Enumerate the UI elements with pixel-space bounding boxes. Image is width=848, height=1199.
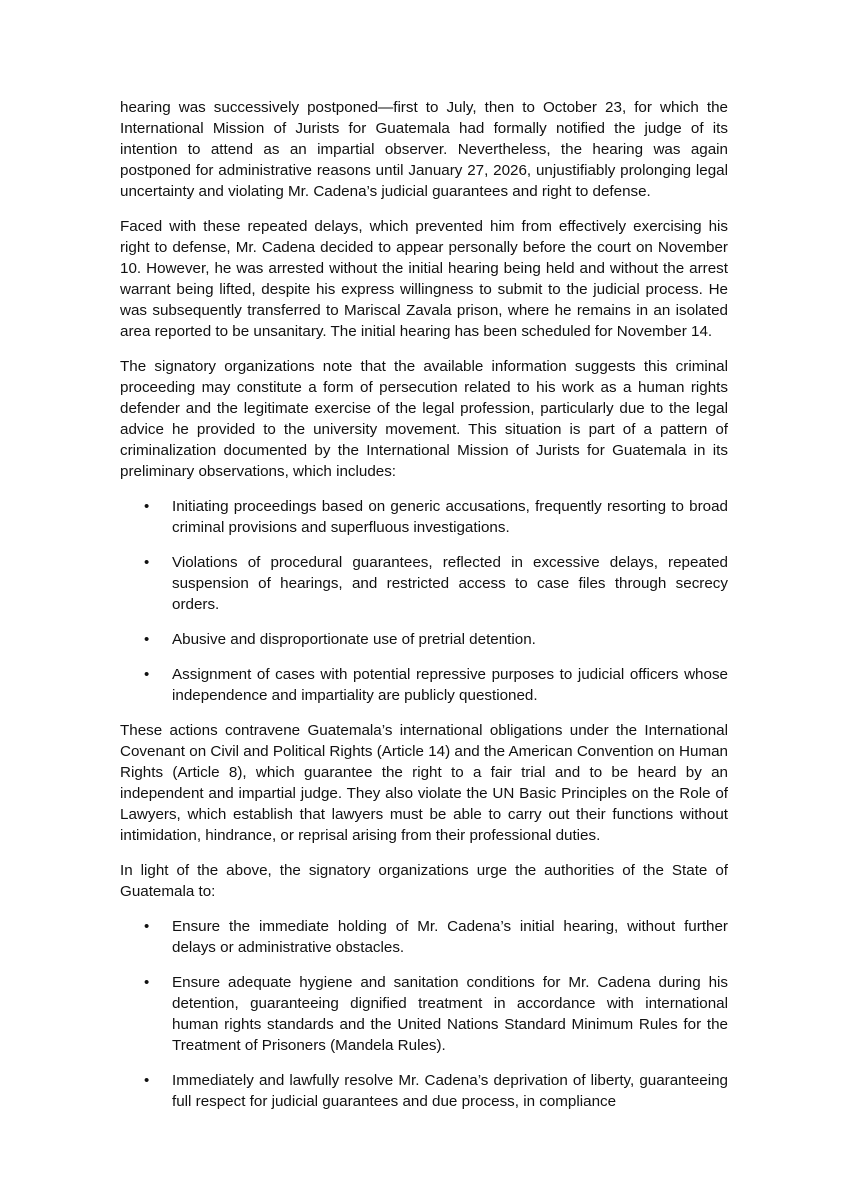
paragraph-international-obligations: These actions contravene Guatemala’s international obligations under the International Covenant on Civil and Political Rights (Article 14) and the American Convention on Human Rights (Article 8), which guarantee the right to a fair trial and to be heard by an independent and impartial judge. They also violate the UN Basic Principles on the Role of Lawyers, which establish that lawyers must be able to carry out their functions without intimidation, hindrance, or reprisal arising from their professional duties. xyxy=(120,722,728,844)
bullet-icon: • xyxy=(144,974,150,991)
bullet-icon: • xyxy=(144,554,150,571)
list-item-text: Immediately and lawfully resolve Mr. Cadena’s deprivation of liberty, guaranteeing full respect for judicial guarantees and due process, in compliance xyxy=(172,1072,728,1110)
list-item xyxy=(120,916,728,958)
list-item-text: Assignment of cases with potential repressive purposes to judicial officers whose independence and impartiality are publicly questioned. xyxy=(172,666,728,704)
criminalization-list xyxy=(120,496,728,706)
list-item-text: Violations of procedural guarantees, reflected in excessive delays, repeated suspension of hearings, and restricted access to case files through secrecy orders. xyxy=(172,554,728,613)
list-item-text: Ensure adequate hygiene and sanitation conditions for Mr. Cadena during his detention, guaranteeing dignified treatment in accordance with international human rights standards and the United Nations Standard Minimum Rules for the Treatment of Prisoners (Mandela Rules). xyxy=(172,974,728,1054)
list-item xyxy=(120,629,728,650)
demands-list xyxy=(120,916,728,1112)
paragraph-arrest: Faced with these repeated delays, which prevented him from effectively exercising his right to defense, Mr. Cadena decided to appear personally before the court on November 10. However, he was arrested without the initial hearing being held and without the arrest warrant being lifted, despite his express willingness to submit to the judicial process. He was subsequently transferred to Mariscal Zavala prison, where he remains in an isolated area reported to be unsanitary. The initial hearing has been scheduled for November 14. xyxy=(120,218,728,340)
list-item xyxy=(120,664,728,706)
bullet-icon: • xyxy=(144,666,150,683)
list-item-text: Initiating proceedings based on generic accusations, frequently resorting to broad criminal provisions and superfluous investigations. xyxy=(172,498,728,536)
list-item-text: Abusive and disproportionate use of pretrial detention. xyxy=(172,631,536,648)
list-item xyxy=(120,496,728,538)
bullet-icon: • xyxy=(144,1072,150,1089)
bullet-icon: • xyxy=(144,918,150,935)
list-item xyxy=(120,972,728,1056)
bullet-icon: • xyxy=(144,631,150,648)
paragraph-criminalization-pattern: The signatory organizations note that the available information suggests this criminal proceeding may constitute a form of persecution related to his work as a human rights defender and the legitimate exercise of the legal profession, particularly due to the legal advice he provided to the university movement. This situation is part of a pattern of criminalization documented by the International Mission of Jurists for Guatemala in its preliminary observations, which includes: xyxy=(120,358,728,480)
list-item-text: Ensure the immediate holding of Mr. Cadena’s initial hearing, without further delays or administrative obstacles. xyxy=(172,918,728,956)
bullet-icon: • xyxy=(144,498,150,515)
paragraph-urge-authorities: In light of the above, the signatory organizations urge the authorities of the State of Guatemala to: xyxy=(120,862,728,900)
document-page xyxy=(120,97,728,1126)
list-item xyxy=(120,1070,728,1112)
list-item xyxy=(120,552,728,615)
paragraph-hearing-postponed: hearing was successively postponed—first to July, then to October 23, for which the International Mission of Jurists for Guatemala had formally notified the judge of its intention to attend as an impartial observer. Nevertheless, the hearing was again postponed for administrative reasons until January 27, 2026, unjustifiably prolonging legal uncertainty and violating Mr. Cadena’s judicial guarantees and right to defense. xyxy=(120,99,728,200)
